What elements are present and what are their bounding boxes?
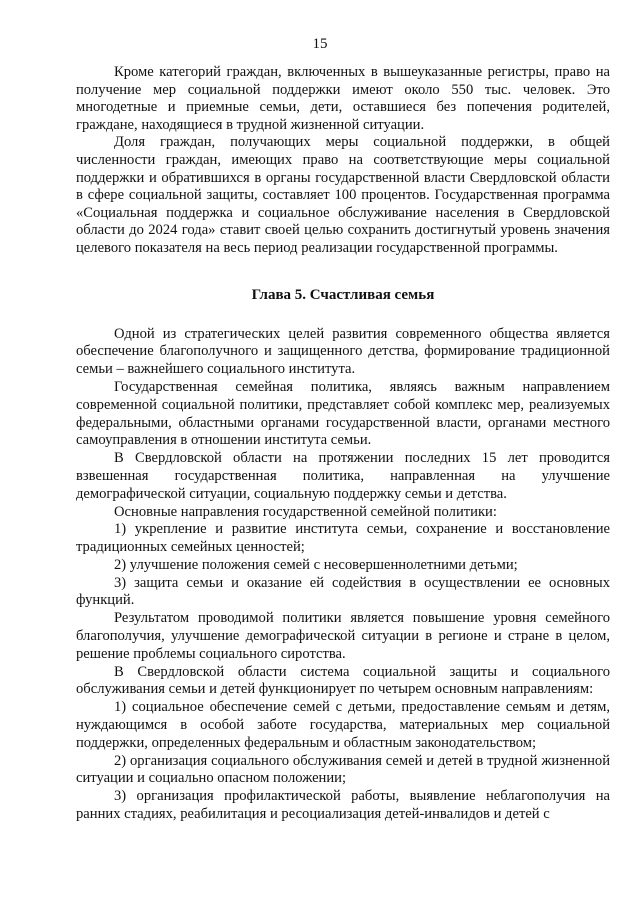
- paragraph: В Свердловской области система социальной защиты и социального обслуживания семьи и детей функционирует по четырем основным направлениям:: [76, 663, 610, 698]
- list-item: 3) защита семьи и оказание ей содействия в осуществлении ее основных функций.: [76, 574, 610, 609]
- list-item: 2) организация социального обслуживания семей и детей в трудной жизненной ситуации и социально опасном положении;: [76, 752, 610, 787]
- chapter-title: Глава 5. Счастливая семья: [251, 286, 435, 303]
- document-body: [76, 64, 610, 824]
- list-item: 1) социальное обеспечение семей с детьми, предоставление семьям и детям, нуждающимся в особой заботе государства, материальных мер социальной поддержки, определенных федеральным и областным законодательством;: [76, 699, 610, 751]
- paragraph: Основные направления государственной семейной политики:: [114, 503, 497, 520]
- paragraph: Доля граждан, получающих меры социальной поддержки, в общей численности граждан, имеющих право на соответствующие меры социальной поддержки и обратившихся в органы государственной власти Свердловской области в сфере социальной защиты, составляет 100 процентов. Государственная программа «Социальная поддержка и социальное обслуживание населения в Свердловской области до 2024 года» ставит своей целью сохранить достигнутый уровень значения целевого показателя на весь период реализации государственной программы.: [76, 134, 610, 256]
- paragraph: В Свердловской области на протяжении последних 15 лет проводится взвешенная государственная политика, направленная на улучшение демографической ситуации, социальную поддержку семьи и детства.: [76, 450, 610, 502]
- intro-section: [76, 64, 610, 258]
- paragraph: Результатом проводимой политики является повышение уровня семейного благополучия, улучшение демографической ситуации в регионе и стране в целом, решение проблемы социального сиротства.: [76, 610, 610, 662]
- paragraph: Кроме категорий граждан, включенных в вышеуказанные регистры, право на получение мер социальной поддержки имеют около 550 тыс. человек. Это многодетные и приемные семьи, дети, оставшиеся без попечения родителей, граждане, находящиеся в трудной жизненной ситуации.: [76, 64, 610, 133]
- paragraph: Государственная семейная политика, являясь важным направлением современной социальной политики, представляет собой комплекс мер, реализуемых федеральными, областными органами государственной власти, органами местного самоуправления в отношении института семьи.: [76, 378, 610, 449]
- paragraph: Одной из стратегических целей развития современного общества является обеспечение благополучного и защищенного детства, формирование традиционной семьи – важнейшего социального института.: [76, 325, 610, 378]
- list-item: 2) улучшение положения семей с несовершеннолетними детьми;: [114, 556, 518, 573]
- list-item: 3) организация профилактической работы, выявление неблагополучия на ранних стадиях, реабилитация и ресоциализация детей-инвалидов и детей с: [76, 788, 610, 823]
- page-number: 15: [312, 36, 328, 52]
- chapter-section: [76, 326, 610, 824]
- list-item: 1) укрепление и развитие института семьи, сохранение и восстановление традиционных семейных ценностей;: [76, 521, 610, 556]
